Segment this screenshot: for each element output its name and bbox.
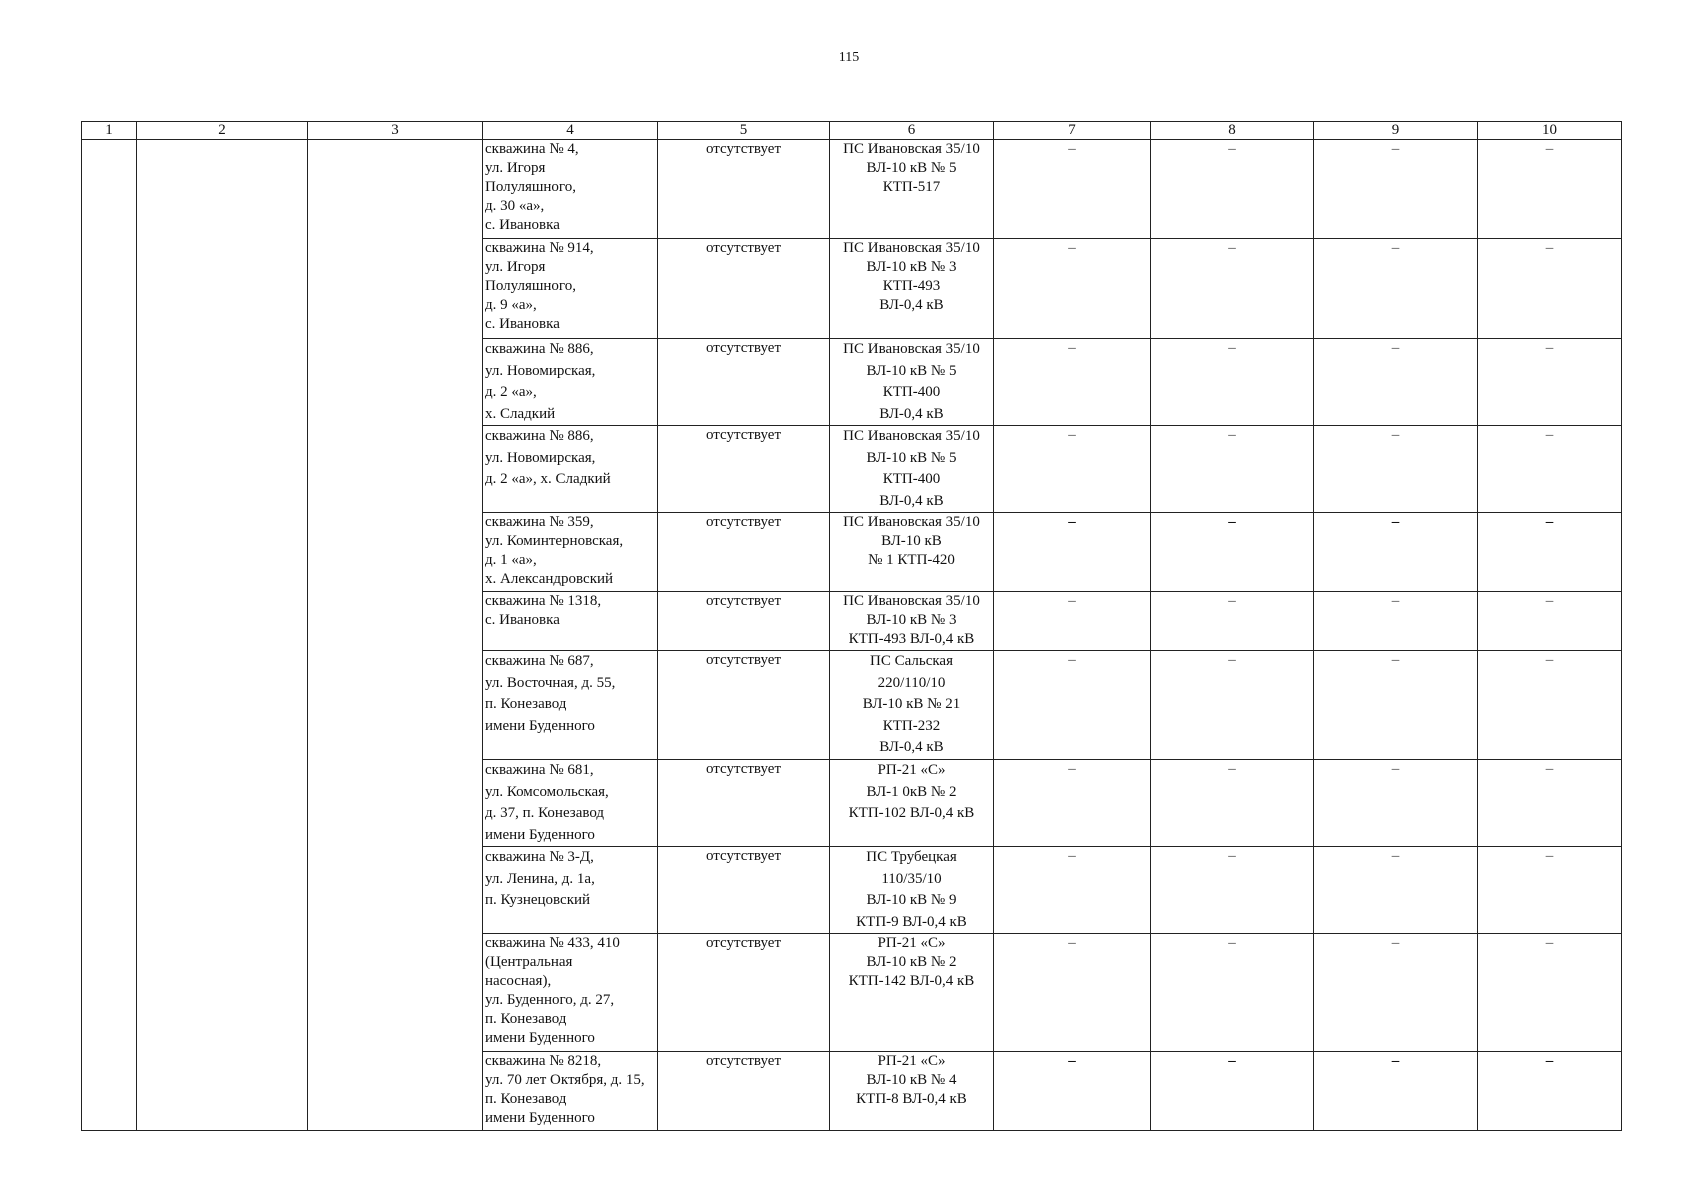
col-9-cell: – (1314, 847, 1478, 934)
col-8-cell: – (1151, 239, 1314, 339)
col-9-cell: – (1314, 934, 1478, 1052)
col-8-cell: – (1151, 339, 1314, 426)
col-header-7: 7 (994, 122, 1151, 140)
status-cell: отсутствует (658, 513, 830, 592)
object-cell: скважина № 681, ул. Комсомольская, д. 37, п. Конезавод имени Буденного (483, 760, 658, 847)
col-10-cell: – (1478, 934, 1622, 1052)
col-8-cell: – (1151, 513, 1314, 592)
status-cell: отсутствует (658, 339, 830, 426)
supply-cell: ПС Ивановская 35/10 ВЛ-10 кВ № 5 КТП-400 ВЛ-0,4 кВ (830, 426, 994, 513)
col-10-cell: – (1478, 592, 1622, 651)
col-header-2: 2 (137, 122, 308, 140)
col-7-cell: – (994, 592, 1151, 651)
col-7-cell: – (994, 1052, 1151, 1131)
col-header-8: 8 (1151, 122, 1314, 140)
object-cell: скважина № 914, ул. Игоря Полуляшного, д. 9 «а», с. Ивановка (483, 239, 658, 339)
col-10-cell: – (1478, 239, 1622, 339)
object-cell: скважина № 3-Д, ул. Ленина, д. 1а, п. Кузнецовский (483, 847, 658, 934)
supply-cell: ПС Ивановская 35/10 ВЛ-10 кВ № 5 КТП-400 ВЛ-0,4 кВ (830, 339, 994, 426)
status-cell: отсутствует (658, 140, 830, 239)
merged-cell-col-2 (137, 140, 308, 1131)
col-7-cell: – (994, 140, 1151, 239)
object-cell: скважина № 687, ул. Восточная, д. 55, п. Конезавод имени Буденного (483, 651, 658, 760)
col-8-cell: – (1151, 847, 1314, 934)
col-header-4: 4 (483, 122, 658, 140)
data-table (81, 121, 1622, 1131)
object-cell: скважина № 433, 410 (Центральная насосная), ул. Буденного, д. 27, п. Конезавод имени Буденного (483, 934, 658, 1052)
col-9-cell: – (1314, 592, 1478, 651)
col-8-cell: – (1151, 651, 1314, 760)
status-cell: отсутствует (658, 426, 830, 513)
supply-cell: ПС Ивановская 35/10 ВЛ-10 кВ № 1 КТП-420 (830, 513, 994, 592)
object-cell: скважина № 4, ул. Игоря Полуляшного, д. 30 «а», с. Ивановка (483, 140, 658, 239)
col-7-cell: – (994, 513, 1151, 592)
col-9-cell: – (1314, 513, 1478, 592)
status-cell: отсутствует (658, 847, 830, 934)
col-10-cell: – (1478, 513, 1622, 592)
col-9-cell: – (1314, 651, 1478, 760)
status-cell: отсутствует (658, 651, 830, 760)
col-9-cell: – (1314, 140, 1478, 239)
col-header-1: 1 (82, 122, 137, 140)
page-number: 115 (838, 50, 860, 65)
col-header-3: 3 (308, 122, 483, 140)
col-9-cell: – (1314, 760, 1478, 847)
col-7-cell: – (994, 339, 1151, 426)
col-9-cell: – (1314, 426, 1478, 513)
col-8-cell: – (1151, 934, 1314, 1052)
merged-cell-col-3 (308, 140, 483, 1131)
col-7-cell: – (994, 239, 1151, 339)
header-row (82, 122, 1622, 140)
merged-cell-col-1 (82, 140, 137, 1131)
supply-cell: РП-21 «С» ВЛ-10 кВ № 2 КТП-142 ВЛ-0,4 кВ (830, 934, 994, 1052)
col-10-cell: – (1478, 1052, 1622, 1131)
status-cell: отсутствует (658, 934, 830, 1052)
col-7-cell: – (994, 651, 1151, 760)
col-9-cell: – (1314, 239, 1478, 339)
col-8-cell: – (1151, 760, 1314, 847)
col-8-cell: – (1151, 426, 1314, 513)
status-cell: отсутствует (658, 760, 830, 847)
supply-cell: РП-21 «С» ВЛ-10 кВ № 4 КТП-8 ВЛ-0,4 кВ (830, 1052, 994, 1131)
col-header-6: 6 (830, 122, 994, 140)
col-8-cell: – (1151, 592, 1314, 651)
status-cell: отсутствует (658, 239, 830, 339)
status-cell: отсутствует (658, 1052, 830, 1131)
supply-cell: РП-21 «С» ВЛ-1 0кВ № 2 КТП-102 ВЛ-0,4 кВ (830, 760, 994, 847)
supply-cell: ПС Сальская 220/110/10 ВЛ-10 кВ № 21 КТП-232 ВЛ-0,4 кВ (830, 651, 994, 760)
object-cell: скважина № 8218, ул. 70 лет Октября, д. 15, п. Конезавод имени Буденного (483, 1052, 658, 1131)
col-10-cell: – (1478, 339, 1622, 426)
table-row (82, 140, 1622, 239)
supply-cell: ПС Ивановская 35/10 ВЛ-10 кВ № 3 КТП-493 ВЛ-0,4 кВ (830, 592, 994, 651)
col-10-cell: – (1478, 760, 1622, 847)
supply-cell: ПС Ивановская 35/10 ВЛ-10 кВ № 3 КТП-493 ВЛ-0,4 кВ (830, 239, 994, 339)
col-8-cell: – (1151, 140, 1314, 239)
col-9-cell: – (1314, 339, 1478, 426)
col-10-cell: – (1478, 651, 1622, 760)
col-7-cell: – (994, 426, 1151, 513)
col-10-cell: – (1478, 426, 1622, 513)
object-cell: скважина № 886, ул. Новомирская, д. 2 «а», х. Сладкий (483, 426, 658, 513)
col-10-cell: – (1478, 140, 1622, 239)
object-cell: скважина № 359, ул. Коминтерновская, д. 1 «а», х. Александровский (483, 513, 658, 592)
object-cell: скважина № 886, ул. Новомирская, д. 2 «а», х. Сладкий (483, 339, 658, 426)
col-8-cell: – (1151, 1052, 1314, 1131)
col-header-10: 10 (1478, 122, 1622, 140)
col-7-cell: – (994, 847, 1151, 934)
object-cell: скважина № 1318, с. Ивановка (483, 592, 658, 651)
col-10-cell: – (1478, 847, 1622, 934)
col-7-cell: – (994, 760, 1151, 847)
supply-cell: ПС Трубецкая 110/35/10 ВЛ-10 кВ № 9 КТП-9 ВЛ-0,4 кВ (830, 847, 994, 934)
col-7-cell: – (994, 934, 1151, 1052)
col-9-cell: – (1314, 1052, 1478, 1131)
status-cell: отсутствует (658, 592, 830, 651)
col-header-5: 5 (658, 122, 830, 140)
supply-cell: ПС Ивановская 35/10 ВЛ-10 кВ № 5 КТП-517 (830, 140, 994, 239)
col-header-9: 9 (1314, 122, 1478, 140)
